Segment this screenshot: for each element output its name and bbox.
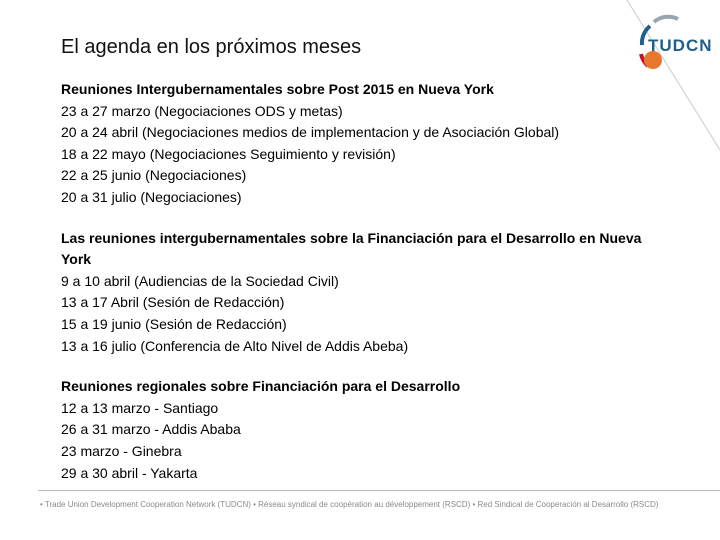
agenda-item: 23 a 27 marzo (Negociaciones ODS y metas) xyxy=(61,102,343,119)
section-heading: Reuniones Intergubernamentales sobre Post 2015 en Nueva York xyxy=(61,81,494,97)
agenda-section-regional xyxy=(61,376,661,484)
agenda-item: 13 a 16 julio (Conferencia de Alto Nivel de Addis Abeba) xyxy=(61,337,409,354)
section-heading: Reuniones regionales sobre Financiación para el Desarrollo xyxy=(61,378,461,395)
agenda-item: 18 a 22 mayo (Negociaciones Seguimiento y revisión) xyxy=(61,145,396,162)
agenda-section-ffd xyxy=(61,228,661,358)
agenda-item: 20 a 24 abril (Negociaciones medios de implementacion y de Asociación Global) xyxy=(61,124,560,141)
agenda-content xyxy=(61,79,661,503)
agenda-item: 15 a 19 junio (Sesión de Redacción) xyxy=(61,315,287,332)
slide-title: El agenda en los próximos meses xyxy=(61,36,362,58)
footer-text: • Trade Union Development Cooperation Network (TUDCN) • Réseau syndical de coopération au développement (RSCD) • Red Sindical de Cooperación al Desarrollo (RSCD) xyxy=(40,500,659,509)
agenda-item: 23 marzo - Ginebra xyxy=(61,442,182,459)
agenda-item: 20 a 31 julio (Negociaciones) xyxy=(61,188,242,205)
agenda-section-post2015 xyxy=(61,79,661,209)
section-heading: Las reuniones intergubernamentales sobre la Financiación para el Desarrollo en Nueva York xyxy=(61,229,642,268)
agenda-item: 9 a 10 abril (Audiencias de la Sociedad Civil) xyxy=(61,272,339,289)
agenda-item: 13 a 17 Abril (Sesión de Redacción) xyxy=(61,294,285,311)
agenda-item: 26 a 31 marzo - Addis Ababa xyxy=(61,421,241,438)
agenda-item: 22 a 25 junio (Negociaciones) xyxy=(61,167,247,184)
agenda-item: 12 a 13 marzo - Santiago xyxy=(61,399,219,416)
agenda-item: 29 a 30 abril - Yakarta xyxy=(61,464,198,481)
footer-divider xyxy=(38,490,720,491)
logo-wordmark: TUDCN xyxy=(648,36,713,55)
